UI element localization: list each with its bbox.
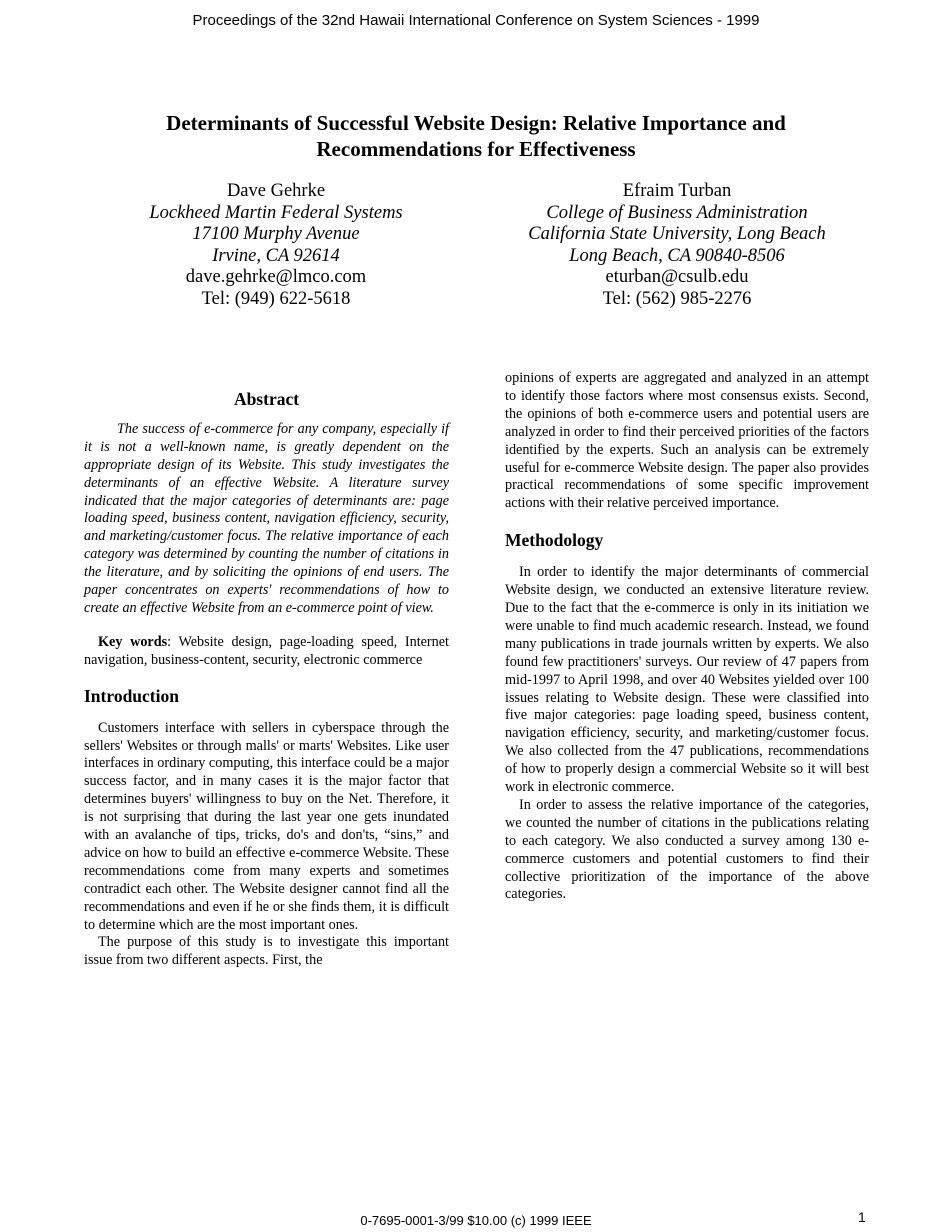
- introduction-paragraph-2: The purpose of this study is to investigate this important issue from two different aspects. First, the: [84, 934, 449, 969]
- author-affiliation: Lockheed Martin Federal Systems: [149, 202, 403, 223]
- introduction-paragraph-1: Customers interface with sellers in cyberspace through the sellers' Websites or through malls' or marts' Websites. Like user interfaces in ordinary computing, this interface could be a major success factor, and in many cases it is the major factor that determines buyers' willingness to buy on the Net. Therefore, it is not surprising that during the last year one gets inundated with an avalanche of tips, tricks, do's and don'ts, “sins,” and advice on how to build an effective e-commerce Website. These recommendations come from many experts and sometimes contradict each other. The Website designer cannot find all the recommendations and even if he or she finds them, it is difficult to determine which are the most important ones.: [84, 719, 449, 933]
- title-line-1: Determinants of Successful Website Design: Relative Importance and: [166, 111, 786, 135]
- author-email: eturban@csulb.edu: [605, 267, 749, 288]
- title-line-2: Recommendations for Effectiveness: [316, 137, 636, 161]
- keywords-text: : Website design, page-loading speed, Internet navigation, business-content, security, electronic commerce: [84, 633, 449, 668]
- paper-title: [100, 110, 852, 162]
- author-address-line-1: 17100 Murphy Avenue: [192, 224, 360, 245]
- author-tel: Tel: (562) 985-2276: [602, 288, 752, 309]
- author-block-1: [76, 181, 476, 311]
- keywords: [84, 634, 449, 670]
- abstract-body: The success of e-commerce for any company, especially if it is not a well-known name, is greatly dependent on the appropriate design of its Website. This study investigates the determinants of an effective Website. A literature survey indicated that the major categories of determinants are: page loading speed, business content, navigation efficiency, security, and marketing/customer focus. The relative importance of each category was determined by counting the number of citations in the literature, and by soliciting the opinions of end users. The paper concentrates on experts' recommendations of how to create an effective Website from an e-commerce point of view.: [84, 420, 449, 616]
- right-column: [505, 370, 869, 904]
- abstract-heading: Abstract: [233, 389, 300, 409]
- author-tel: Tel: (949) 622-5618: [201, 288, 351, 309]
- running-header: Proceedings of the 32nd Hawaii International Conference on System Sciences - 1999: [192, 12, 760, 29]
- page-number: 1: [858, 1209, 866, 1225]
- methodology-paragraph-1: In order to identify the major determinants of commercial Website design, we conducted an extensive literature review. Due to the fact that the e-commerce is only in its initiation we were unable to find much academic research. Instead, we found many publications in trade journals written by experts. We also found few practitioners' surveys. Our review of 47 papers from mid-1997 to April 1998, and over 40 Websites yielded over 100 issues relating to Website design. These were classified into five major categories: page loading speed, business content, navigation efficiency, security, and marketing/customer focus. We also collected from the 47 publications, recommendations of how to properly design a commercial Website so it will best work in electronic commerce.: [505, 564, 869, 796]
- author-block-2: [477, 181, 877, 311]
- introduction-heading: Introduction: [84, 685, 179, 706]
- author-address-line-2: Irvine, CA 92614: [212, 245, 340, 266]
- author-name: Dave Gehrke: [226, 181, 326, 201]
- continuation-paragraph: opinions of experts are aggregated and analyzed in an attempt to identify those factors where most consensus exists. Second, the opinions of both e-commerce users and potential users are analyzed in order to find their perceived priorities of the factors identified by the experts. Such an analysis can be extremely useful for e-commerce Website design. The paper also provides practical recommendations of some specific improvement actions with their relative perceived importance.: [505, 370, 869, 512]
- author-name: Efraim Turban: [622, 181, 732, 201]
- author-address-line-1: California State University, Long Beach: [528, 224, 826, 245]
- copyright-footer: 0-7695-0001-3/99 $10.00 (c) 1999 IEEE: [360, 1213, 592, 1228]
- author-email: dave.gehrke@lmco.com: [185, 267, 367, 288]
- keywords-label: Key words: [98, 633, 168, 650]
- author-affiliation: College of Business Administration: [546, 202, 808, 223]
- methodology-heading: Methodology: [505, 530, 604, 551]
- left-column: [84, 388, 449, 970]
- methodology-paragraph-2: In order to assess the relative importance of the categories, we counted the number of citations in the publications relating to each category. We also conducted a survey among 130 e-commerce customers and potential customers to find their collective prioritization of the importance of the above categories.: [505, 796, 869, 903]
- author-address-line-2: Long Beach, CA 90840-8506: [569, 245, 785, 266]
